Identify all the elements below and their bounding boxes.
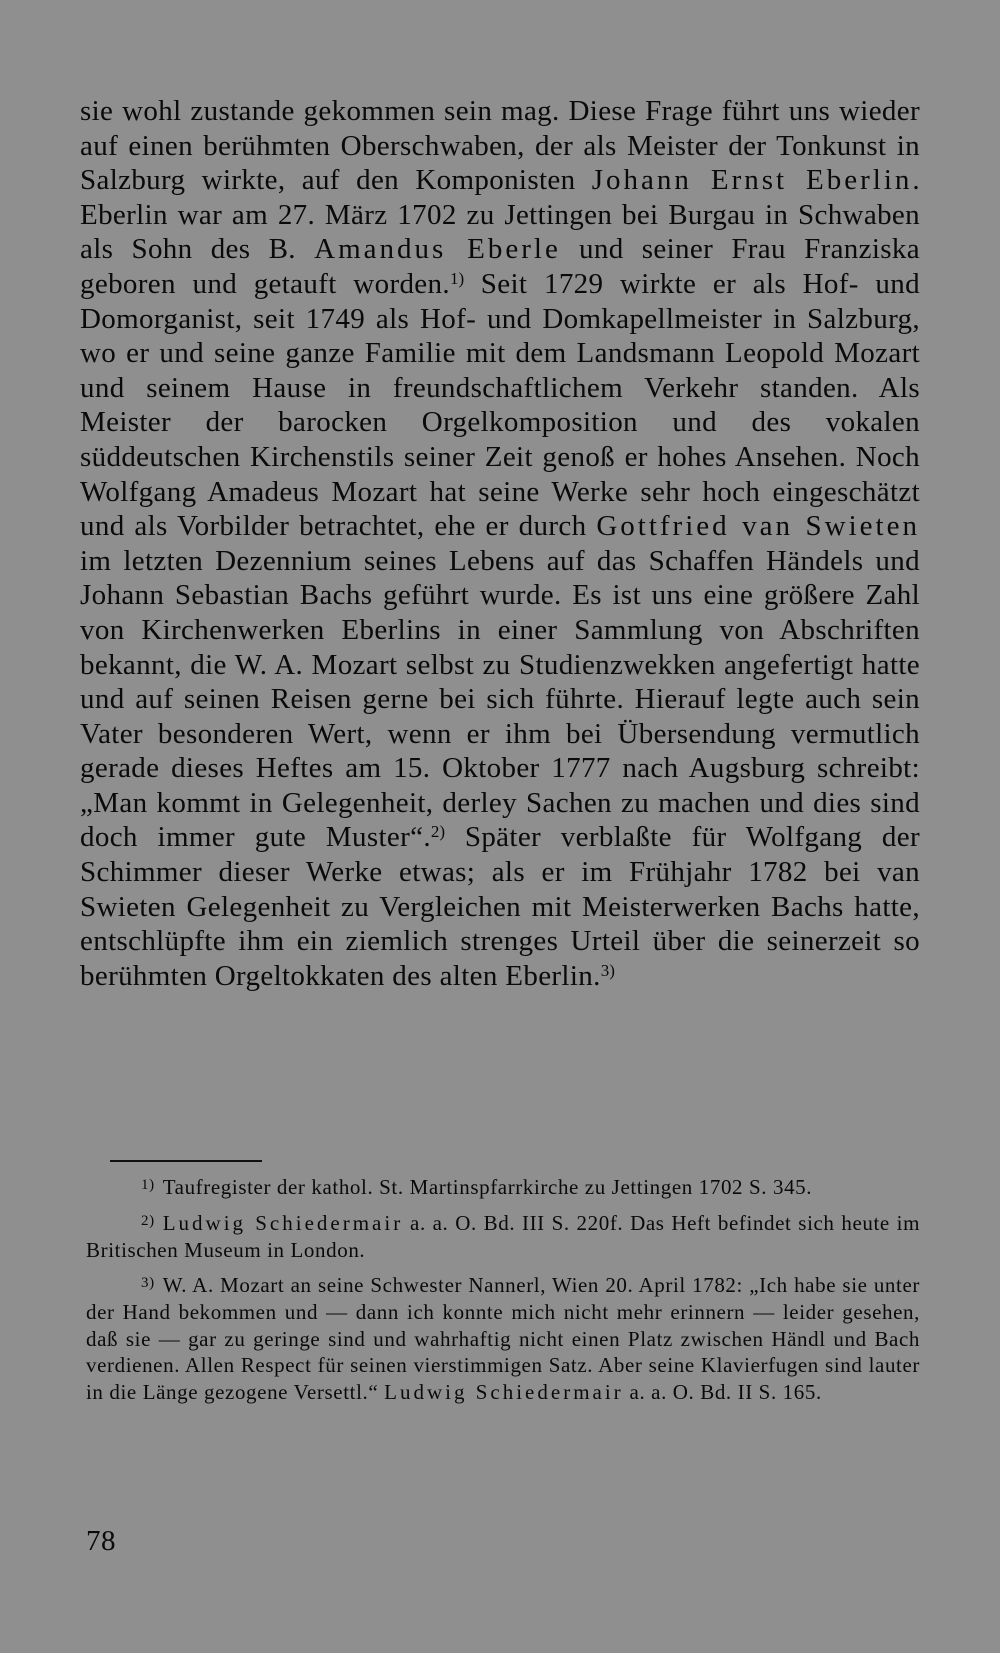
text-segment: Später verblaßte für Wolfgang der Schimmer dieser Werke etwas; als er im Frühjahr 1782 bei van Swieten Gelegenheit zu Vergleichen mit Meisterwerken Bachs hatte, entschlüpfte ihm ein ziemlich strenges Urteil über die seinerzeit so berühmten Orgeltokkaten des alten Eberlin. [80,821,920,992]
main-paragraph [80,94,920,993]
text-segment: Seit 1729 wirkte er als Hof- und Domorganist, seit 1749 als Hof- und Domkapellmeister in Salzburg, wo er und seine ganze Familie mit dem Landsmann Leopold Mozart und seinem Hause in freundschaftlichem Verkehr standen. Als Meister der barocken Orgelkomposition und des vokalen süddeutschen Kirchenstils seiner Zeit genoß er hohes Ansehen. Noch Wolfgang Amadeus Mozart hat seine Werke sehr hoch eingeschätzt und als Vorbilder betrachtet, ehe er durch [80,267,920,543]
footnote-text: W. A. Mozart an seine Schwester Nannerl, Wien 20. April 1782: „Ich habe sie unter der Hand bekommen und — dann ich konnte mich nicht mehr erinnern — leider gesehen, daß sie — gar zu geringe sind und wahrhaftig nicht einen Platz zwischen Händl und Bach verdienen. Allen Respect für seinen vierstimmigen Satz. Aber seine Klavierfugen sind lauter in die Länge gezogene Versettl.“ [86,1272,920,1404]
footnote-marker: 3) [141,1274,155,1291]
footnote-ref-1: 1) [449,268,465,288]
footnote-text: Taufregister der kathol. St. Martinspfarrkirche zu Jettingen 1702 S. 345. [162,1175,813,1199]
footnote-text: a. a. O. Bd. II S. 165. [623,1379,822,1404]
footnotes [86,1172,920,1411]
footnote-marker: 1) [141,1177,155,1193]
footnote-text: a. a. O. Bd. III S. 220f. Das Heft befindet sich heute im Britischen Museum in London. [86,1210,921,1262]
text-segment: und seiner Frau Franziska geboren und getauft worden. [80,233,920,300]
father-name: Amandus Eberle [314,233,561,266]
footnote-ref-2: 2) [430,822,446,842]
footnote-marker: 2) [141,1212,155,1229]
main-text-block [80,94,920,993]
text-segment: im letzten Dezennium seines Lebens auf das Schaffen Händels und Johann Sebastian Bachs geführt wurde. Es ist uns eine größere Zahl von Kirchenwerken Eberlins in einer Sammlung von Abschriften bekannt, die W. A. Mozart selbst zu Studienzwekken angefertigt hatte und auf seinen Reisen gerne bei sich führte. Hierauf legte auch sein Vater besonderen Wert, wenn er ihm bei Übersendung vermutlich gerade dieses Heftes am 15. Oktober 1777 nach Augsburg schreibt: „Man kommt in Gelegenheit, derley Sachen zu machen und dies sind doch immer gute Muster“. [80,544,920,854]
page-number: 78 [86,1525,116,1557]
footnote-1 [86,1172,920,1202]
footnote-divider [110,1160,262,1162]
text-segment: sie wohl zustande gekommen sein mag. Diese Frage führt uns wieder auf einen berühmten Oberschwaben, der als Meister der Tonkunst in Salzburg wirkte, auf den Komponisten [80,95,920,197]
footnote-ref-3: 3) [600,960,615,980]
footnote-author: Ludwig Schiedermair [162,1210,404,1235]
footnote-3 [86,1270,920,1406]
swieten-name: Gottfried van Swieten [596,510,920,543]
composer-name: Johann Ernst Eberlin [591,164,913,197]
footnote-2 [86,1208,920,1264]
footnote-author: Ludwig Schiedermair [384,1379,624,1404]
text-segment: . Eberlin war am 27. März 1702 zu Jettingen bei Burgau in Schwaben als Sohn des B. [80,164,920,266]
